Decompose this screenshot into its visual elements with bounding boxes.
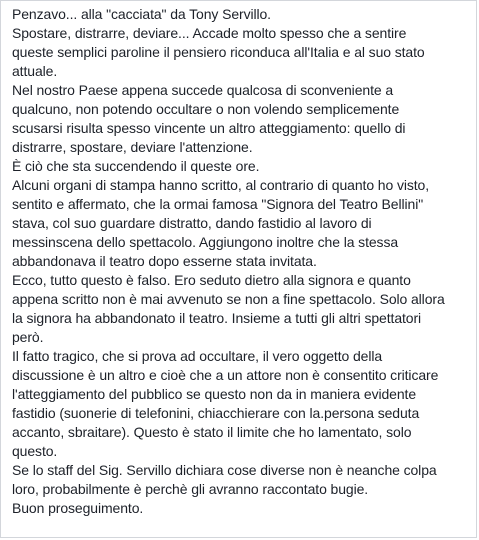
post-line: abbandonava il teatro dopo esserne stata invitata. [12, 253, 317, 269]
post-line: fastidio (suonerie di telefonini, chiacchierare con la.persona seduta [12, 405, 420, 421]
post-line: distrarre, spostare, deviare l'attenzione. [12, 139, 253, 155]
post-line: però. [12, 329, 44, 345]
post-line: Nel nostro Paese appena succede qualcosa di sconveniente a [12, 82, 394, 98]
post-line: Se lo staff del Sig. Servillo dichiara cose diverse non è neanche colpa [12, 462, 437, 478]
post-line: Spostare, distrarre, deviare... Accade molto spesso che a sentire [12, 25, 407, 41]
post-line: messinscena dello spettacolo. Aggiungono inoltre che la stessa [12, 234, 399, 250]
post-line: Il fatto tragico, che si prova ad occultare, il vero oggetto della [12, 348, 383, 364]
post-line: Alcuni organi di stampa hanno scritto, al contrario di quanto ho visto, [12, 177, 430, 193]
post-line: accanto, sbraitare). Questo è stato il limite che ho lamentato, solo [12, 424, 412, 440]
post-line: appena scritto non è mai avvenuto se non a fine spettacolo. Solo allora [12, 291, 445, 307]
post-line: È ciò che sta succendendo il queste ore. [12, 158, 260, 174]
post-line: questo. [12, 443, 58, 459]
post-line: Penzavo... alla "cacciata" da Tony Servillo. [12, 6, 271, 22]
post-line: qualcuno, non potendo occultare o non volendo semplicemente [12, 101, 400, 117]
post-line: sentito e affermato, che la ormai famosa "Signora del Teatro Bellini" [12, 196, 424, 212]
post-line: loro, probabilmente è perchè gli avranno raccontato bugie. [12, 481, 369, 497]
post-line: Ecco, tutto questo è falso. Ero seduto dietro alla signora e quanto [12, 272, 411, 288]
post-line: Buon proseguimento. [12, 500, 144, 516]
post-line: la signora ha abbandonato il teatro. Insieme a tutti gli altri spettatori [12, 310, 422, 326]
post-line: stava, col suo guardare distratto, dando fastidio al lavoro di [12, 215, 372, 231]
post-line: l'atteggiamento del pubblico se questo non da in maniera evidente [12, 386, 417, 402]
post-line: attuale. [12, 63, 58, 79]
post-line: queste semplici paroline il pensiero riconduca all'Italia e al suo stato [12, 44, 425, 60]
post-line: scusarsi risulta spesso vincente un altro atteggiamento: quello di [12, 120, 406, 136]
post-body [12, 5, 474, 518]
post-line: discussione è un altro e cioè che a un attore non è consentito criticare [12, 367, 439, 383]
